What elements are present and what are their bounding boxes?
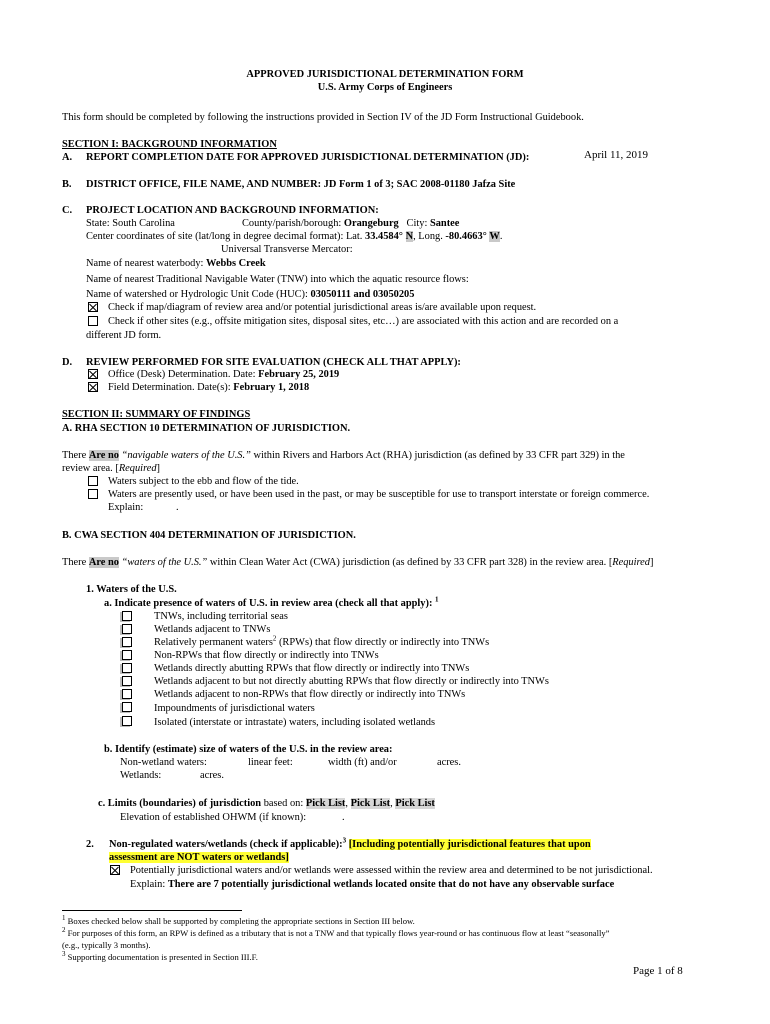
- footnote-1: [62, 916, 415, 927]
- tnw-checkbox[interactable]: [122, 611, 132, 621]
- pick-list-1[interactable]: Pick List: [305, 798, 346, 809]
- city-value: Santee: [429, 218, 460, 229]
- cwa-statement: [62, 556, 653, 569]
- section1-b-label: B.: [62, 179, 72, 190]
- limits-line: c. Limits (boundaries) of jurisdiction based on: Pick List, Pick List, Pick List: [98, 798, 435, 809]
- rha-explain-label: Explain:: [108, 502, 144, 513]
- rha-close: ]: [156, 463, 160, 474]
- wetlands-non-rpw-checkbox[interactable]: [122, 689, 132, 699]
- cwa-quote: “waters of the U.S.”: [121, 557, 208, 568]
- county-field: [242, 217, 459, 230]
- rha-required: Required: [118, 463, 157, 474]
- list-item-wetlands-adjacent: Wetlands adjacent to but not directly abutting RPWs that flow directly or indirectly into TNWs: [154, 676, 549, 687]
- section1-a-text: REPORT COMPLETION DATE FOR APPROVED JURISDICTIONAL DETERMINATION (JD):: [86, 152, 530, 163]
- limits-heading: c. Limits (boundaries) of jurisdiction: [98, 798, 262, 809]
- huc-value: 03050111 and 03050205: [310, 289, 415, 300]
- page-number: Page 1 of 8: [633, 965, 683, 977]
- explain-label: Explain:: [130, 879, 166, 890]
- long-value: -80.4663°: [445, 231, 487, 242]
- list-item-tnw: TNWs, including territorial seas: [154, 611, 288, 622]
- county-label: County/parish/borough:: [242, 218, 342, 229]
- tide-label: Waters subject to the ebb and flow of the tide.: [108, 476, 299, 487]
- footnote-1-text: Boxes checked below shall be supported by completing the appropriate sections in Section III below.: [65, 916, 415, 926]
- rha-rest: within Rivers and Harbors Act (RHA) jurisdiction (as defined by 33 CFR part 329) in the: [250, 450, 625, 461]
- rha-are-no-dropdown[interactable]: Are no: [88, 450, 119, 461]
- nonregulated-text: Non-regulated waters/wetlands (check if applicable):: [109, 839, 343, 850]
- list-item-isolated: Isolated (interstate or intrastate) waters, including isolated wetlands: [154, 717, 436, 728]
- other-sites-label-cont: different JD form.: [86, 330, 162, 341]
- waters-presence-heading: [104, 597, 439, 610]
- ohwm-label: Elevation of established OHWM (if known):: [120, 812, 307, 823]
- section1-a-label: A.: [62, 152, 73, 163]
- section1-d-text: REVIEW PERFORMED FOR SITE EVALUATION (CHECK ALL THAT APPLY):: [86, 357, 461, 368]
- pick-list-3[interactable]: Pick List: [395, 798, 435, 809]
- isolated-checkbox[interactable]: [122, 716, 132, 726]
- other-sites-label: Check if other sites (e.g., offsite mitigation sites, disposal sites, etc…) are associated with this action and are recorded on a: [108, 316, 619, 327]
- tnw-field: Name of nearest Traditional Navigable Water (TNW) into which the aquatic resource flows:: [86, 274, 469, 285]
- rpw-checkbox[interactable]: [122, 637, 132, 647]
- list-item-wetlands-non-rpw: Wetlands adjacent to non-RPWs that flow directly or indirectly into TNWs: [154, 689, 466, 700]
- form-subtitle: U.S. Army Corps of Engineers: [317, 82, 453, 93]
- waters-heading: 1. Waters of the U.S.: [86, 584, 177, 595]
- cwa-heading: B. CWA SECTION 404 DETERMINATION OF JURISDICTION.: [62, 530, 356, 541]
- field-determination: [108, 381, 309, 394]
- field-label: Field Determination. Date(s):: [108, 382, 231, 393]
- list-item-impoundments: Impoundments of jurisdictional waters: [154, 703, 315, 714]
- nonjurisdictional-label: Potentially jurisdictional waters and/or wetlands were assessed within the review area and determined to be not jurisdictional.: [130, 865, 653, 876]
- rha-line2: review area. [: [62, 463, 119, 474]
- width-label: width (ft) and/or: [328, 757, 397, 768]
- commerce-checkbox[interactable]: [88, 489, 98, 499]
- rha-statement: [62, 449, 625, 462]
- rha-quote: “navigable waters of the U.S.”: [121, 450, 251, 461]
- field-determination-checkbox[interactable]: [88, 382, 98, 392]
- rpw-rest: (RPWs) that flow directly or indirectly into TNWs: [276, 637, 490, 648]
- waterbody-label: Name of nearest waterbody:: [86, 258, 204, 269]
- footnote-divider: [62, 910, 242, 911]
- wetlands-size-label: Wetlands:: [120, 770, 162, 781]
- footnote-1-num: 1: [62, 914, 66, 923]
- waterbody-field: [86, 257, 266, 270]
- linear-feet-label: linear feet:: [248, 757, 293, 768]
- lat-direction[interactable]: N: [405, 231, 414, 242]
- report-date: April 11, 2019: [584, 149, 649, 161]
- footnote-ref-3: 3: [342, 836, 347, 845]
- acres-label-2: acres.: [200, 770, 224, 781]
- map-available-label: Check if map/diagram of review area and/or potential jurisdictional areas is/are available upon request.: [108, 302, 537, 313]
- waterbody-value: Webbs Creek: [206, 258, 266, 269]
- office-label: Office (Desk) Determination. Date:: [108, 369, 256, 380]
- wetlands-tnw-checkbox[interactable]: [122, 624, 132, 634]
- cwa-close: ]: [649, 557, 654, 568]
- footnote-ref-1: 1: [435, 595, 439, 604]
- map-available-checkbox[interactable]: [88, 302, 98, 312]
- nonwetland-label: Non-wetland waters:: [120, 757, 207, 768]
- city-label: City:: [406, 218, 428, 229]
- size-heading: b. Identify (estimate) size of waters of the U.S. in the review area:: [104, 744, 393, 755]
- ohwm-value[interactable]: .: [342, 812, 345, 823]
- non-rpw-checkbox[interactable]: [122, 650, 132, 660]
- form-title: APPROVED JURISDICTIONAL DETERMINATION FORM: [246, 69, 524, 80]
- list-item-non-rpw: Non-RPWs that flow directly or indirectly into TNWs: [154, 650, 379, 661]
- explain-value[interactable]: There are 7 potentially jurisdictional wetlands located onsite that do not have any observable surface: [167, 879, 615, 890]
- impoundments-checkbox[interactable]: [122, 702, 132, 712]
- office-determination: [108, 368, 339, 381]
- nonjurisdictional-explain: [130, 878, 614, 891]
- footnote-3: [62, 952, 258, 963]
- rpw-text: Relatively permanent waters: [154, 637, 273, 648]
- list-item-rpw: [154, 636, 489, 649]
- footnote-2-cont: (e.g., typically 3 months).: [62, 940, 151, 950]
- section1-b-text: DISTRICT OFFICE, FILE NAME, AND NUMBER: JD Form 1 of 3; SAC 2008-01180 Jafza Site: [86, 179, 516, 190]
- cwa-required: Required: [612, 557, 650, 568]
- intro-text: This form should be completed by following the instructions provided in Section IV of the JD Form Instructional Guidebook.: [62, 112, 584, 123]
- wetlands-abutting-checkbox[interactable]: [122, 663, 132, 673]
- nonregulated-heading: [109, 838, 591, 851]
- section1-d-label: D.: [62, 357, 73, 368]
- section2-heading: SECTION II: SUMMARY OF FINDINGS: [62, 409, 251, 420]
- office-determination-checkbox[interactable]: [88, 369, 98, 379]
- footnote-3-text: Supporting documentation is presented in Section III.F.: [65, 952, 258, 962]
- rha-heading: A. RHA SECTION 10 DETERMINATION OF JURISDICTION.: [62, 423, 351, 434]
- nonregulated-note-1: [Including potentially jurisdictional features that upon: [348, 839, 591, 850]
- tide-checkbox[interactable]: [88, 476, 98, 486]
- county-value: Orangeburg: [343, 218, 399, 229]
- nonjurisdictional-checkbox[interactable]: [110, 865, 120, 875]
- cwa-rest: within Clean Water Act (CWA) jurisdiction (as defined by 33 CFR part 328) in the review area. [: [207, 557, 613, 568]
- waters-presence-text: a. Indicate presence of waters of U.S. in review area (check all that apply):: [104, 598, 433, 609]
- lat-value: 33.4584°: [365, 231, 403, 242]
- office-date: February 25, 2019: [258, 369, 340, 380]
- state-field: State: South Carolina: [86, 218, 175, 229]
- coordinates-field: Center coordinates of site (lat/long in degree decimal format): Lat. 33.4584° N, Long. -80.4663° W.: [86, 231, 503, 242]
- coords-label: Center coordinates of site (lat/long in degree decimal format): Lat.: [86, 231, 363, 242]
- rha-there: There: [62, 450, 87, 461]
- footnote-2-num: 2: [62, 926, 66, 935]
- field-date: February 1, 2018: [233, 382, 310, 393]
- nonregulated-note-line2: [109, 851, 289, 864]
- list-item-wetlands-tnw: Wetlands adjacent to TNWs: [154, 624, 271, 635]
- footnote-2: [62, 928, 609, 939]
- rha-explain-value[interactable]: .: [176, 502, 179, 513]
- long-label: , Long.: [413, 231, 443, 242]
- huc-field: [86, 288, 414, 301]
- limits-based-on: based on:: [261, 798, 304, 809]
- nonregulated-note-2: assessment are NOT waters or wetlands]: [109, 852, 289, 863]
- commerce-label: Waters are presently used, or have been used in the past, or may be susceptible for use to transport interstate or foreign commerce.: [108, 489, 650, 500]
- cwa-are-no-dropdown[interactable]: Are no: [88, 557, 119, 568]
- huc-label: Name of watershed or Hydrologic Unit Code (HUC):: [86, 289, 308, 300]
- long-direction[interactable]: W: [489, 231, 500, 242]
- section1-c-label: C.: [62, 205, 73, 216]
- footnote-ref-2: 2: [272, 634, 277, 643]
- section1-c-text: PROJECT LOCATION AND BACKGROUND INFORMATION:: [86, 205, 379, 216]
- utm-field: Universal Transverse Mercator:: [221, 244, 353, 255]
- nonregulated-number: 2.: [86, 839, 94, 850]
- wetlands-adjacent-checkbox[interactable]: [122, 676, 132, 686]
- acres-label-1: acres.: [437, 757, 461, 768]
- footnote-2-text: For purposes of this form, an RPW is defined as a tributary that is not a TNW and that typically flows year-round or has continuous flow at least “seasonally”: [65, 928, 610, 938]
- cwa-there: There: [62, 557, 87, 568]
- list-item-wetlands-abutting: Wetlands directly abutting RPWs that flow directly or indirectly into TNWs: [154, 663, 470, 674]
- pick-list-2[interactable]: Pick List: [350, 798, 391, 809]
- other-sites-checkbox[interactable]: [88, 316, 98, 326]
- section1-heading: SECTION I: BACKGROUND INFORMATION: [62, 139, 277, 150]
- footnote-3-num: 3: [62, 950, 66, 959]
- rha-statement-line2: [62, 462, 160, 475]
